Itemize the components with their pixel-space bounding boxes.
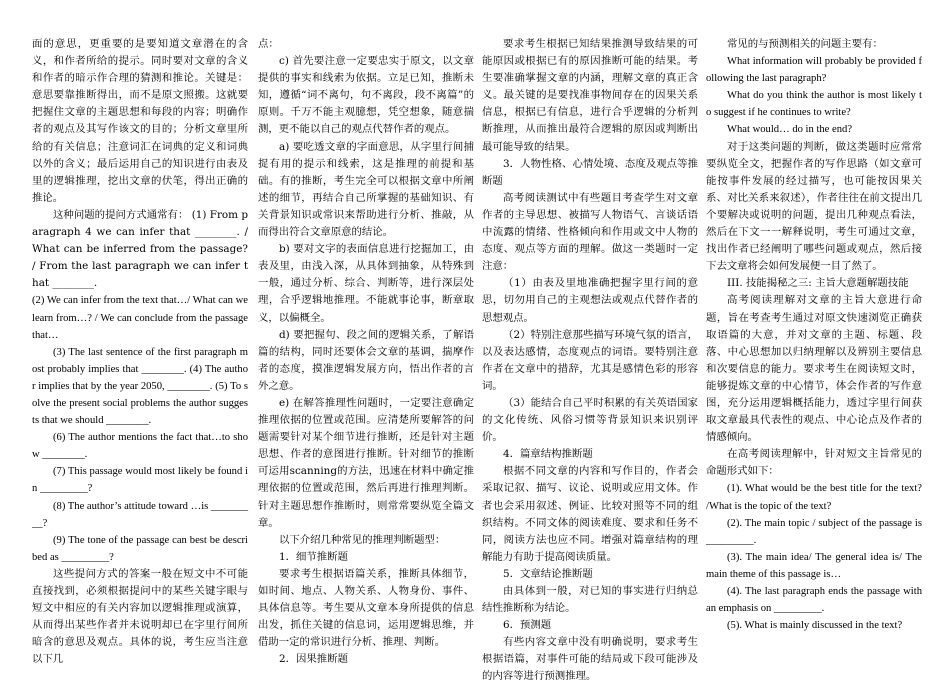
paragraph: (6) The author mentions the fact that…to show ________.	[32, 432, 248, 461]
paragraph: What do you think the author is most likely to suggest if he continues to write?	[706, 90, 922, 119]
paragraph: 面的意思，更重要的是要知道文章潜在的含义，和作者所给的提示。同时要对文章的含义和作者的暗示作合理的猜测和推论。关键是：意思要靠推断得出，而不是原文照搬。这就要把握住文章的主题思想和每段的内容；明确作者的观点及其写作该文的目的；分析文章里所给的有关信息；注意词汇在词典的定义和词典以外的含义；最后运用自己的知识进行由表及里的逻辑推理，挖出文章的伏笔，得出正确的推论。	[32, 38, 248, 204]
paragraph: e) 在解答推理性问题时，一定要注意确定推理依据的位置或范围。应清楚所要解答的问题需要针对某个细节进行推断，还是针对主题思想、作者的意图进行推断。针对细节的推断可运用scanning的方法，迅速在材料中确定推理依据的位置或范围，然后再进行推理判断。针对主题思想作推断时，则常常要纵览全篇文章。	[258, 396, 474, 529]
paragraph: 3．人物性格、心情处境、态度及观点等推断题	[482, 157, 698, 187]
paragraph: 这些提问方式的答案一般在短文中不可能直接找到，必须根据提问中的某些关键字眼与短文中相应的有关内容加以逻辑推理或演算，从而得出某些作者并未说明却已在字里行间所暗含的意思及观点。具体的说，考生应当注意以下几	[32, 567, 248, 666]
paragraph: 4．篇章结构推断题	[503, 448, 593, 461]
paragraph: 要求考生根据语篇关系，推断具体细节，如时间、地点、人物关系、人物身份、事件、具体信息等。考生要从文章本身所提供的信息出发，抓住关键的信息词，运用逻辑思维，并借助一定的常识进行分析、推理、判断。	[258, 567, 474, 649]
paragraph: d) 要把握句、段之间的逻辑关系，了解语篇的结构，同时还要体会文章的基调，揣摩作者的态度，摸准逻辑发展方向，悟出作者的言外之意。	[258, 328, 474, 392]
paragraph: 根据不同文章的内容和写作目的，作者会采取记叙、描写、议论、说明或应用文体。作者也会采用叙述、例证、比较对照等不同的组织结构。不同文体的阅读难度、要求和任务不同，阅读方法也应不同。增强对篇章结构的理解能力有助于提高阅读质量。	[482, 465, 698, 563]
paragraph: (9) The tone of the passage can best be described as _________?	[32, 534, 248, 563]
paragraph: 在高考阅读理解中，针对短文主旨常见的命题形式如下：	[706, 448, 922, 478]
paragraph: （3）能结合自己平时积累的有关英语国家的文化传统、风俗习惯等背景知识来识别评价。	[482, 396, 698, 444]
paragraph: (3) The last sentence of the first paragraph most probably implies that ________. (4) The author implies that by the year 2050, ________. (5) To solve the present social problems the author suggests that we should ________.	[32, 346, 248, 427]
paragraph: 5．文章结论推断题	[503, 567, 593, 580]
paragraph: 高考阅读理解对文章的主旨大意进行命题，旨在考查考生通过对原文快速浏览正确获取语篇的大意，并对文章的主题、标题、段落、中心思想加以归纳理解以及辨别主要信息和次要信息的能力。要求考生在阅读短文时，能够提炼文章的中心情节，体会作者的写作意图，充分运用逻辑概括能力，透过字里行间获取文章最具代表性的观点、中心论点及作者的情感倾向。	[706, 294, 922, 444]
text-column-3	[482, 36, 698, 686]
paragraph: (7) This passage would most likely be found in _________?	[32, 466, 248, 495]
paragraph: 6．预测题	[503, 619, 552, 632]
paragraph: 点：	[258, 38, 279, 50]
paragraph: 2．因果推断题	[279, 653, 348, 666]
text-column-2	[258, 36, 474, 668]
paragraph: (5). What is mainly discussed in the text?	[727, 620, 903, 632]
paragraph: 这种问题的提问方式通常有： (1) From paragraph 4 we can infer that ________. / What can be inferred from the passage? / From the last paragraph we can infer that ________.	[32, 208, 248, 290]
paragraph: (1). What would be the best title for the text? /What is the topic of the text?	[706, 483, 922, 512]
text-column-1	[32, 36, 248, 668]
paragraph: What information will probably be provided following the last paragraph?	[706, 56, 922, 85]
paragraph: 有些内容文章中没有明确说明，要求考生根据语篇，对事件可能的结局或下段可能涉及的内容等进行预测推理。	[482, 636, 698, 683]
paragraph: What would… do in the end?	[727, 124, 853, 136]
paragraph: III. 技能揭秘之三: 主旨大意题解题技能	[727, 277, 909, 290]
paragraph: 以下介绍几种常见的推理判断题型：	[279, 533, 446, 546]
paragraph: (2). The main topic / subject of the passage is _________.	[706, 517, 922, 546]
paragraph: (3). The main idea/ The general idea is/ The main theme of this passage is…	[706, 551, 922, 580]
paragraph: （1）由表及里地准确把握字里行间的意思，切勿用自己的主观想法或观点代替作者的思想观点。	[482, 277, 698, 324]
text-column-4	[706, 36, 922, 634]
paragraph: （2）特别注意那些描写环境气氛的语言，以及表达感情，态度观点的词语。要特别注意作者在文章中的措辞，尤其是感情色彩的形容词。	[482, 328, 698, 392]
paragraph: 要求考生根据已知结果推测导致结果的可能原因或根据已有的原因推断可能的结果。考生要准确掌握文章的内涵，理解文章的真正含义。最关键的是要找准事物间存在的因果关系信息，根据已有信息，进行合乎逻辑的分析判断推理，从而推出最符合逻辑的原因或判断出最可能导致的结果。	[482, 38, 698, 153]
paragraph: 1．细节推断题	[279, 550, 348, 563]
paragraph: (4). The last paragraph ends the passage with an emphasis on _________.	[706, 586, 922, 615]
paragraph: a) 要吃透文章的字面意思，从字里行间捕捉有用的提示和线索，这是推理的前提和基础。有的推断，考生完全可以根据文章中所阐述的细节，再结合自己所掌握的基础知识、有关背景知识或常识来帮助进行分析、推敲，从而得出符合文章原意的结论。	[258, 140, 474, 239]
paragraph: 由具体到一般，对已知的事实进行归纳总结性推断称为结论。	[482, 585, 698, 615]
paragraph: 对于这类问题的判断，做这类题时应常常要纵览全文，把握作者的写作思路（如文章可能按事件发展的经过描写，也可能按因果关系、对比关系来叙述），作者往往在前文提出几个要解决或说明的问题，提出几种观点看法，然后在下文一一解释说明，考生可通过文章，找出作者已经阐明了哪些问题或观点，然后接下去文章将会如何发展便一目了然了。	[706, 140, 922, 273]
paragraph: (8) The author’s attitude toward …is _________?	[32, 500, 248, 529]
paragraph: b) 要对文字的表面信息进行挖掘加工，由表及里，由浅入深，从具体到抽象，从特殊到一般，通过分析、综合、判断等，进行深层处理，合乎逻辑地推理。不能就事论事，断章取义，以偏概全。	[258, 243, 474, 324]
paragraph: c) 首先要注意一定要忠实于原文，以文章提供的事实和线索为依据。立足已知，推断未知，遵循“词不离句，句不离段，段不离篇”的原则。千万不能主观臆想，凭空想象，随意揣测，更不能以自己的观点代替作者的观点。	[258, 55, 474, 136]
paragraph: 高考阅读测试中有些题目考查学生对文章作者的主导思想、被描写人物语气、言谈话语中流露的情绪、性格倾向和作用或文中人物的态度、观点等方面的理解。做这一类题时一定注意：	[482, 191, 698, 273]
paragraph: (2) We can infer from the text that…/ What can we learn from…? / We can conclude from the passage that…	[32, 295, 248, 341]
paragraph: 常见的与预测相关的问题主要有：	[727, 38, 883, 50]
